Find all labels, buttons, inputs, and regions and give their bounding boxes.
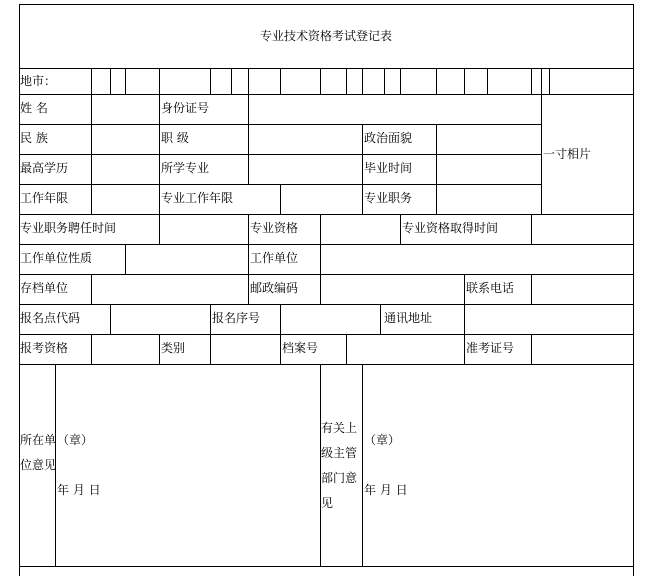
archive-unit-label: 存档单位 bbox=[20, 281, 69, 295]
grid-line bbox=[19, 244, 634, 245]
category-label: 类别 bbox=[161, 341, 186, 355]
position-rank-label: 职 级 bbox=[161, 131, 189, 145]
grid-line bbox=[436, 124, 437, 184]
grid-line bbox=[464, 304, 465, 334]
unit-nature-label: 工作单位性质 bbox=[20, 251, 93, 265]
grid-line bbox=[384, 68, 385, 94]
grid-line bbox=[91, 334, 92, 364]
grid-line bbox=[464, 68, 465, 94]
work-unit-label: 工作单位 bbox=[250, 251, 299, 265]
unit-seal: （章） bbox=[57, 433, 94, 447]
grid-line bbox=[248, 214, 249, 244]
grid-line bbox=[159, 184, 160, 214]
grid-line bbox=[210, 68, 211, 94]
major-label: 所学专业 bbox=[161, 161, 210, 175]
grid-line bbox=[400, 68, 401, 94]
grid-line bbox=[464, 274, 465, 304]
grid-line bbox=[91, 274, 92, 304]
grid-line bbox=[19, 214, 634, 215]
authority-date: 年 月 日 bbox=[364, 483, 408, 497]
grid-line bbox=[436, 184, 437, 214]
grid-line bbox=[362, 68, 363, 94]
region-label: 地市： bbox=[20, 74, 57, 88]
grid-line bbox=[210, 304, 211, 334]
grid-line bbox=[110, 304, 111, 334]
unit-opinion-label: 所在单位意见 bbox=[20, 433, 57, 472]
grid-line bbox=[541, 94, 542, 214]
grid-line bbox=[320, 214, 321, 244]
address-label: 通讯地址 bbox=[384, 311, 433, 325]
ethnicity-label: 民 族 bbox=[20, 131, 48, 145]
grid-line bbox=[320, 274, 321, 304]
grid-line bbox=[159, 94, 160, 184]
grid-line bbox=[531, 214, 532, 244]
grid-line bbox=[19, 334, 634, 335]
grid-line bbox=[280, 334, 281, 364]
grid-line bbox=[231, 68, 232, 94]
site-code-label: 报名点代码 bbox=[20, 311, 81, 325]
grid-line bbox=[346, 68, 347, 94]
postal-code-label: 邮政编码 bbox=[250, 281, 299, 295]
id-number-label: 身份证号 bbox=[161, 101, 210, 115]
grid-line bbox=[19, 566, 634, 567]
grid-line bbox=[280, 68, 281, 94]
grid-line bbox=[159, 334, 160, 364]
political-status-label: 政治面貌 bbox=[364, 131, 413, 145]
grid-line bbox=[541, 68, 542, 94]
grid-line bbox=[19, 154, 541, 155]
work-years-label: 工作年限 bbox=[20, 191, 69, 205]
phone-label: 联系电话 bbox=[466, 281, 515, 295]
border-top bbox=[19, 4, 634, 5]
grid-line bbox=[19, 274, 634, 275]
grid-line bbox=[248, 274, 249, 304]
grid-line bbox=[436, 68, 437, 94]
grid-line bbox=[400, 214, 401, 244]
professional-work-years-label: 专业工作年限 bbox=[161, 191, 234, 205]
name-label: 姓 名 bbox=[20, 101, 48, 115]
professional-post-label: 专业职务 bbox=[364, 191, 413, 205]
grid-line bbox=[280, 304, 281, 334]
exam-qualification-label: 报考资格 bbox=[20, 341, 69, 355]
grid-line bbox=[110, 68, 111, 94]
authority-opinion-label: 有关上级主管部门意见 bbox=[321, 421, 358, 510]
qualification-label: 专业资格 bbox=[250, 221, 299, 235]
grid-line bbox=[531, 334, 532, 364]
grid-line bbox=[19, 364, 634, 365]
grid-line bbox=[549, 68, 550, 94]
admission-number-label: 准考证号 bbox=[466, 341, 515, 355]
grid-line bbox=[19, 304, 634, 305]
photo-label: 一寸相片 bbox=[543, 147, 592, 161]
grid-line bbox=[464, 334, 465, 364]
reg-number-label: 报名序号 bbox=[212, 311, 261, 325]
grid-line bbox=[248, 68, 249, 94]
grid-line bbox=[159, 68, 160, 94]
qualification-time-label: 专业资格取得时间 bbox=[402, 221, 499, 235]
grid-line bbox=[210, 334, 211, 364]
border-right bbox=[633, 4, 634, 576]
grid-line bbox=[320, 244, 321, 274]
grid-line bbox=[91, 68, 92, 94]
grid-line bbox=[159, 214, 160, 244]
grid-line bbox=[280, 184, 281, 214]
grid-line bbox=[248, 94, 249, 184]
grid-line bbox=[91, 94, 92, 214]
post-appoint-time-label: 专业职务聘任时间 bbox=[20, 221, 117, 235]
grid-line bbox=[362, 364, 363, 566]
grid-line bbox=[487, 68, 488, 94]
form-title: 专业技术资格考试登记表 bbox=[260, 29, 393, 43]
grid-line bbox=[19, 124, 541, 125]
graduation-time-label: 毕业时间 bbox=[364, 161, 413, 175]
unit-date: 年 月 日 bbox=[57, 483, 101, 497]
grid-line bbox=[248, 244, 249, 274]
grid-line bbox=[125, 244, 126, 274]
file-number-label: 档案号 bbox=[282, 341, 319, 355]
grid-line bbox=[531, 68, 532, 94]
grid-line bbox=[346, 334, 347, 364]
grid-line bbox=[320, 68, 321, 94]
grid-line bbox=[125, 68, 126, 94]
authority-seal: （章） bbox=[364, 433, 401, 447]
grid-line bbox=[531, 274, 532, 304]
grid-line bbox=[362, 124, 363, 214]
grid-line bbox=[380, 304, 381, 334]
education-label: 最高学历 bbox=[20, 161, 69, 175]
